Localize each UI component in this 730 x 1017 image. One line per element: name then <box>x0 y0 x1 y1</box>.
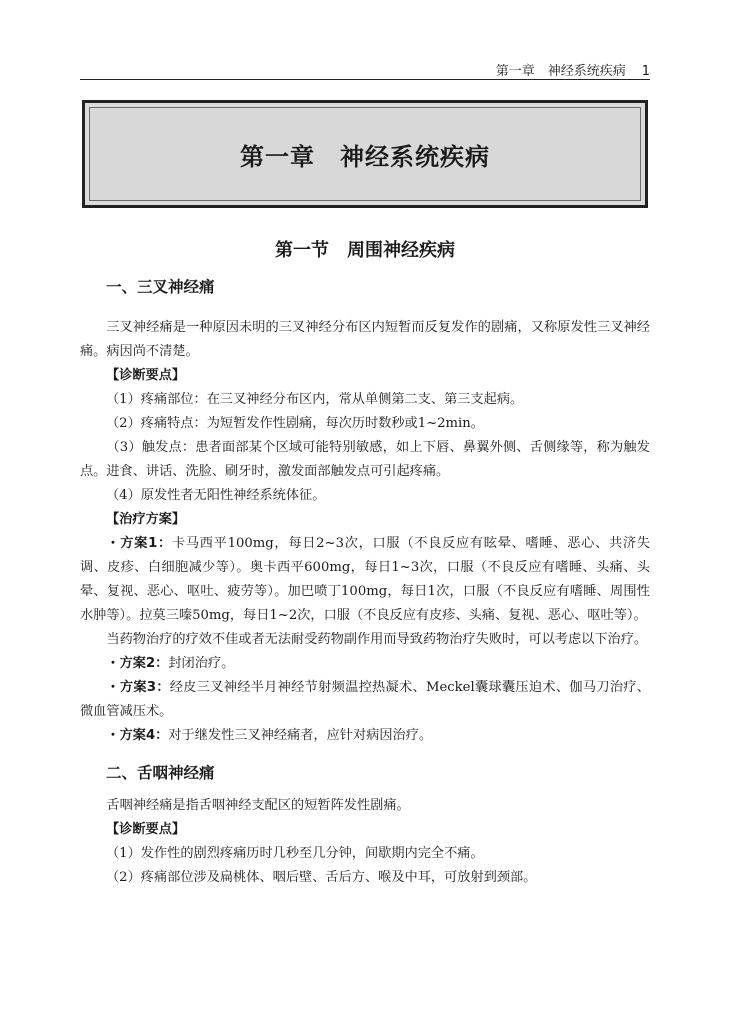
running-header-title: 第一章 神经系统疾病 <box>495 64 626 79</box>
treatment-tag: 【治疗方案】 <box>106 512 186 527</box>
plan-1-text: 卡马西平100mg，每日2~3次，口服（不良反应有眩晕、嗜睡、恶心、共济失调、皮疹、白细胞减少等）。奥卡西平600mg，每日1~3次，口服（不良反应有嗜睡、头痛、头晕、复视、恶心、呕吐、疲劳等）。加巴喷丁100mg，每日1次，口服（不良反应有嗜睡、周围性水肿等）。拉莫三嗪50mg，每日1~2次，口服（不良反应有皮疹、头痛、复视、恶心、呕吐等）。 <box>80 536 650 623</box>
plan-3-label: ・方案3： <box>106 680 170 695</box>
treatment-plan-4 <box>80 724 650 748</box>
plan-2-label: ・方案2： <box>106 656 169 671</box>
treatment-fallback-note: 当药物治疗的疗效不佳或者无法耐受药物副作用而导致药物治疗失败时，可以考虑以下治疗。 <box>106 632 648 647</box>
diagnosis-tag: 【诊断要点】 <box>106 368 186 383</box>
treatment-plan-2 <box>80 652 650 676</box>
plan-3-text: 经皮三叉神经半月神经节射频温控热凝术、Meckel囊球囊压迫术、伽马刀治疗、微血管减压术。 <box>80 680 650 719</box>
glossopharyngeal-diagnosis-label <box>80 818 650 842</box>
trigeminal-diagnosis-item: （2）疼痛特点：为短暂发作性剧痛，每次历时数秒或1~2min。 <box>106 416 484 431</box>
diagnosis-tag: 【诊断要点】 <box>106 822 186 837</box>
body-content <box>80 270 650 890</box>
chapter-title-box-inner <box>89 107 641 201</box>
glossopharyngeal-intro: 舌咽神经痛是指舌咽神经支配区的短暂阵发性剧痛。 <box>106 798 410 813</box>
chapter-title: 第一章 神经系统疾病 <box>240 142 490 171</box>
plan-4-text: 对于继发性三叉神经痛者，应针对病因治疗。 <box>168 728 433 743</box>
heading-glossopharyngeal: 二、舌咽神经痛 <box>106 764 215 782</box>
running-header <box>80 60 650 79</box>
page-number: 1 <box>641 64 650 79</box>
trigeminal-diagnosis-item: （1）疼痛部位：在三叉神经分布区内，常从单侧第二支、第三支起病。 <box>106 392 524 407</box>
trigeminal-treatment-label <box>80 508 650 532</box>
heading-trigeminal: 一、三叉神经痛 <box>106 278 215 296</box>
plan-2-text: 封闭治疗。 <box>168 656 235 671</box>
chapter-title-box <box>82 100 648 208</box>
trigeminal-diagnosis-label <box>80 364 650 388</box>
trigeminal-diagnosis-item: （4）原发性者无阳性神经系统体征。 <box>106 488 326 503</box>
plan-4-label: ・方案4： <box>106 728 169 743</box>
trigeminal-intro: 三叉神经痛是一种原因未明的三叉神经分布区内短暂而反复发作的剧痛，又称原发性三叉神经痛。病因尚不清楚。 <box>80 320 650 359</box>
trigeminal-diagnosis-item: （3）触发点：患者面部某个区域可能特别敏感，如上下唇、鼻翼外侧、舌侧缘等，称为触发点。进食、讲话、洗脸、刷牙时，激发面部触发点可引起疼痛。 <box>80 440 650 479</box>
treatment-plan-3 <box>80 676 650 724</box>
glossopharyngeal-diagnosis-item: （2）疼痛部位涉及扁桃体、咽后壁、舌后方、喉及中耳，可放射到颈部。 <box>106 870 537 885</box>
section-title: 第一节 周围神经疾病 <box>275 240 455 261</box>
treatment-plan-1 <box>80 532 650 628</box>
glossopharyngeal-diagnosis-item: （1）发作性的剧烈疼痛历时几秒至几分钟，间歇期内完全不痛。 <box>106 846 484 861</box>
plan-1-label: ・方案1： <box>106 536 172 551</box>
header-rule <box>80 79 650 80</box>
